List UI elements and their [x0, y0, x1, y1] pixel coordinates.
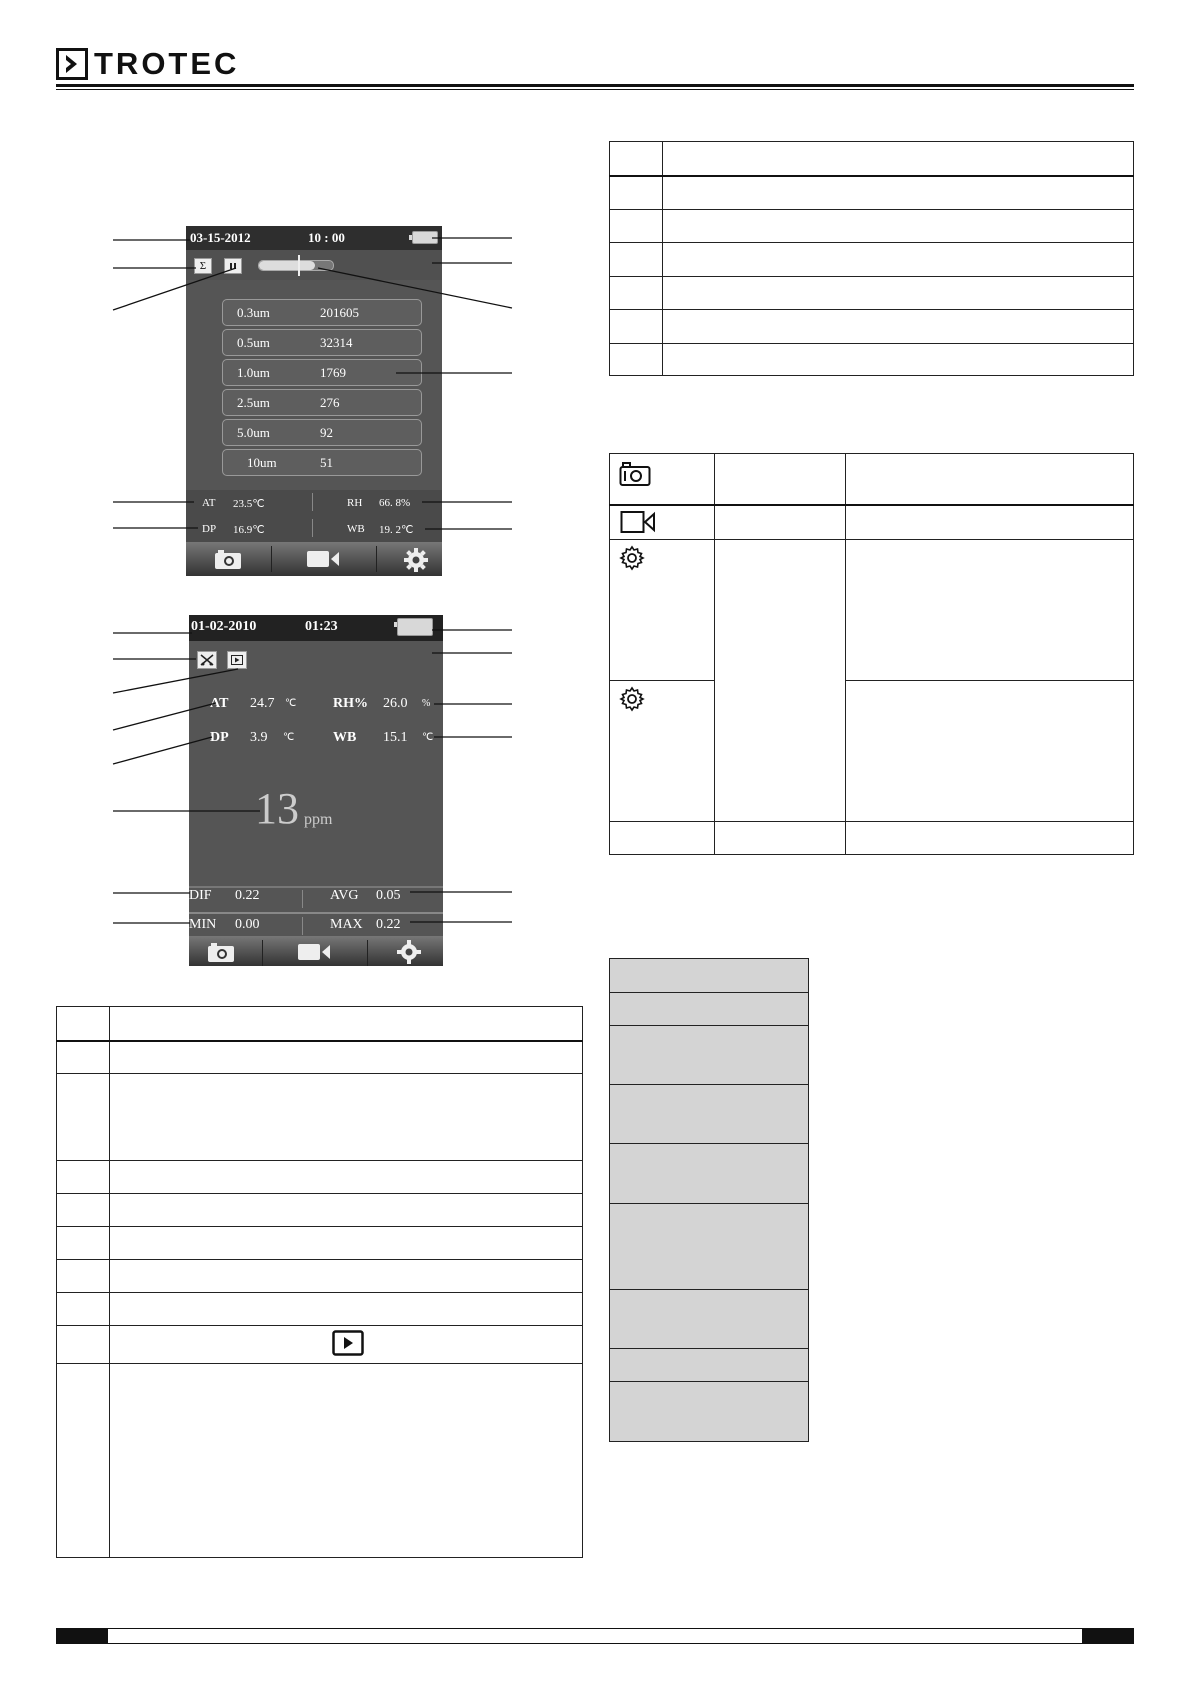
table-cell [110, 1007, 583, 1041]
table-cell [57, 1227, 110, 1260]
particle-counter-screen [186, 226, 442, 576]
dp-wb-strip [186, 516, 442, 542]
particle-size: 0.3um [237, 305, 270, 320]
table-cell [110, 1227, 583, 1260]
table-cell [610, 822, 715, 855]
table-cell [610, 454, 715, 505]
video-camera-icon [620, 521, 656, 538]
table-cell [110, 1161, 583, 1194]
rh-value: 66. 8% [379, 497, 411, 509]
dp-value: 3.9 [250, 730, 268, 745]
table-cell [610, 505, 715, 540]
table-cell [846, 681, 1134, 822]
particle-count: 1769 [320, 365, 346, 380]
table-cell [663, 310, 1134, 344]
particle-size: 2.5um [237, 395, 270, 410]
table-cell [110, 1074, 583, 1161]
min-label: MIN [189, 917, 217, 932]
table-cell [846, 540, 1134, 681]
table-cell [57, 1074, 110, 1161]
table-cell [610, 176, 663, 210]
header-rule-thin [56, 89, 1134, 90]
at-label: AT [202, 497, 216, 509]
rh-unit: % [422, 698, 431, 709]
sensor-icon[interactable] [197, 651, 217, 669]
divider [312, 493, 313, 511]
footer-block [1082, 1628, 1134, 1644]
rh-value: 26.0 [383, 696, 408, 711]
battery-icon [397, 618, 433, 636]
table-cell [715, 822, 846, 855]
table-cell [846, 454, 1134, 505]
table-cell [663, 176, 1134, 210]
rh-label: RH% [333, 696, 368, 711]
table-cell [57, 1007, 110, 1041]
particle-row [222, 389, 422, 416]
max-value: 0.22 [376, 917, 401, 932]
table-cell [110, 1326, 583, 1364]
table-cell [846, 505, 1134, 540]
status-bar [189, 615, 443, 641]
min-value: 0.00 [235, 917, 260, 932]
table-cell [57, 1041, 110, 1074]
button-table [609, 453, 1134, 855]
table-cell [715, 505, 846, 540]
table-cell [110, 1364, 583, 1558]
brand-name: TROTEC [94, 46, 240, 81]
at-value: 23.5℃ [233, 498, 265, 510]
wb-value: 15.1 [383, 730, 408, 745]
table-cell [609, 1382, 809, 1442]
footer-block [56, 1628, 108, 1644]
video-camera-icon[interactable] [297, 941, 331, 966]
table-cell [57, 1161, 110, 1194]
particle-row [222, 299, 422, 326]
wb-label: WB [333, 730, 357, 745]
footer-bar [56, 1628, 1134, 1644]
table-cell [57, 1326, 110, 1364]
concentration-unit: ppm [304, 811, 333, 828]
table-cell [663, 243, 1134, 277]
status-time: 01:23 [305, 619, 338, 634]
particle-row [222, 449, 422, 476]
at-label: AT [210, 696, 229, 711]
dp-label: DP [202, 523, 217, 535]
particle-count: 276 [320, 395, 340, 410]
table-cell [57, 1364, 110, 1558]
dp-value: 16.9℃ [233, 524, 265, 536]
table-cell [663, 142, 1134, 176]
play-icon[interactable] [227, 651, 247, 669]
particle-row [222, 329, 422, 356]
dif-label: DIF [189, 888, 212, 903]
particle-row [222, 359, 422, 386]
particle-count: 51 [320, 455, 333, 470]
table-cell [57, 1260, 110, 1293]
dif-value: 0.22 [235, 888, 260, 903]
table-cell [846, 822, 1134, 855]
gear-icon[interactable] [397, 940, 421, 966]
table-cell [609, 1349, 809, 1382]
gear-icon[interactable] [404, 548, 428, 576]
video-camera-icon[interactable] [306, 548, 340, 575]
table-cell [715, 540, 846, 822]
table-cell [609, 993, 809, 1026]
table-cell [609, 1026, 809, 1085]
gray-table [609, 958, 809, 1442]
table-cell [610, 243, 663, 277]
table-cell [610, 277, 663, 310]
table-cell [609, 1204, 809, 1290]
table-cell [663, 210, 1134, 243]
table-cell [610, 540, 715, 681]
at-unit: ℃ [285, 698, 297, 709]
wb-label: WB [347, 523, 365, 535]
table-cell [663, 277, 1134, 310]
particle-row [222, 419, 422, 446]
divider [312, 519, 313, 537]
avg-value: 0.05 [376, 888, 401, 903]
legend-table-left [56, 1006, 583, 1558]
status-bar [186, 226, 442, 250]
brand-chevron-icon [56, 48, 88, 80]
particle-size: 10um [247, 455, 277, 470]
table-cell [57, 1293, 110, 1326]
play-icon [332, 1330, 364, 1361]
table-cell [715, 454, 846, 505]
legend-table-right [609, 141, 1134, 376]
screen-toolbar [186, 542, 442, 576]
wb-unit: ℃ [422, 732, 434, 743]
header-rule [56, 84, 1134, 87]
particle-count: 32314 [320, 335, 353, 350]
particle-count: 201605 [320, 305, 359, 320]
particle-size: 1.0um [237, 365, 270, 380]
status-date: 01-02-2010 [191, 619, 257, 634]
dp-unit: ℃ [283, 732, 295, 743]
table-cell [57, 1194, 110, 1227]
sum-mode-icon[interactable]: Σ [194, 258, 212, 274]
table-cell [610, 142, 663, 176]
camera-icon[interactable] [214, 548, 242, 575]
wb-value: 19. 2℃ [379, 524, 414, 536]
table-cell [610, 310, 663, 344]
table-cell [609, 1144, 809, 1204]
max-label: MAX [330, 917, 363, 932]
dp-label: DP [210, 730, 229, 745]
status-time: 10 : 00 [308, 230, 345, 245]
particle-size: 0.5um [237, 335, 270, 350]
rh-label: RH [347, 497, 363, 509]
camera-icon[interactable] [207, 941, 235, 966]
table-cell [609, 1085, 809, 1144]
table-cell [609, 1290, 809, 1349]
table-cell [610, 210, 663, 243]
at-value: 24.7 [250, 696, 275, 711]
at-rh-strip [186, 490, 442, 516]
gear-icon [619, 558, 645, 575]
gear-icon [619, 699, 645, 716]
table-cell [110, 1194, 583, 1227]
status-date: 03-15-2012 [190, 230, 251, 245]
table-cell [110, 1041, 583, 1074]
battery-icon [412, 231, 438, 244]
table-cell [663, 344, 1134, 376]
table-cell [609, 958, 809, 993]
screen-toolbar [189, 936, 443, 966]
brand-logo [56, 48, 239, 80]
progress-bar [258, 260, 334, 271]
concentration-value: 13 [255, 784, 299, 833]
particle-size: 5.0um [237, 425, 270, 440]
table-cell [110, 1293, 583, 1326]
particle-count: 92 [320, 425, 333, 440]
camera-icon [619, 474, 651, 491]
table-cell [110, 1260, 583, 1293]
table-cell [610, 681, 715, 822]
table-cell [610, 344, 663, 376]
avg-label: AVG [330, 888, 359, 903]
pause-icon[interactable] [224, 258, 242, 274]
gas-meter-screen [189, 615, 443, 966]
